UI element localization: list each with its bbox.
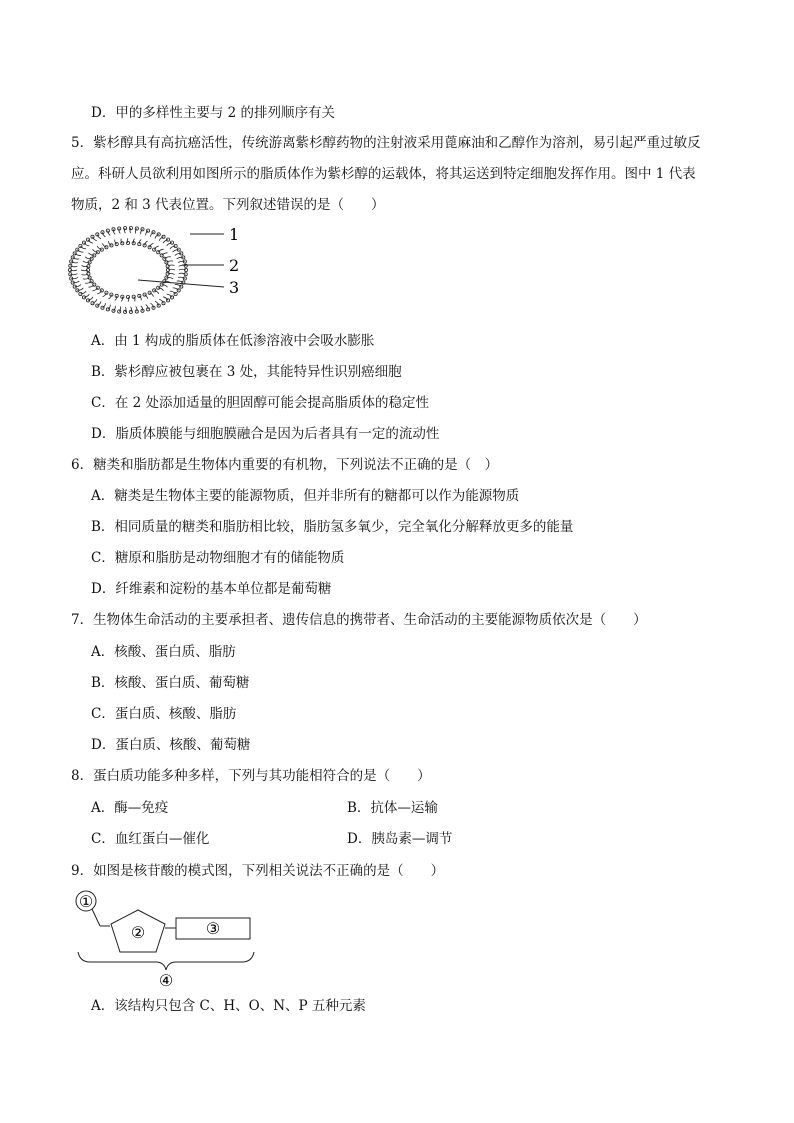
q6-option-a: A．糖类是生物体主要的能源物质，但并非所有的糖都可以作为能源物质 xyxy=(91,488,520,504)
option-d-previous: D．甲的多样性主要与 2 的排列顺序有关 xyxy=(91,105,335,121)
q6-option-c: C．糖原和脂肪是动物细胞才有的储能物质 xyxy=(91,550,345,566)
q5-option-a: A．由 1 构成的脂质体在低渗溶液中会吸水膨胀 xyxy=(91,333,375,349)
q8-option-b: B．抗体—运输 xyxy=(347,800,438,816)
fig-label-circled-3: ③ xyxy=(205,919,221,938)
liposome-figure xyxy=(64,222,244,322)
q6-option-b: B．相同质量的糖类和脂肪相比较，脂肪氢多氧少，完全氧化分解释放更多的能量 xyxy=(91,519,574,535)
fig-label-1: 1 xyxy=(229,225,240,244)
fig-label-circled-1: ① xyxy=(78,892,94,911)
q8-option-a: A．酶—免疫 xyxy=(91,800,169,816)
nucleotide-figure xyxy=(70,888,260,990)
q7-option-a: A．核酸、蛋白质、脂肪 xyxy=(91,644,236,660)
q7-option-b: B．核酸、蛋白质、葡萄糖 xyxy=(91,675,250,691)
q5-option-b: B．紫杉醇应被包裹在 3 处，其能特异性识别癌细胞 xyxy=(91,364,402,380)
q5-option-c: C．在 2 处添加适量的胆固醇可能会提高脂质体的稳定性 xyxy=(91,395,430,411)
q5-option-d: D．脂质体膜能与细胞膜融合是因为后者具有一定的流动性 xyxy=(91,426,440,442)
fig-label-3: 3 xyxy=(229,278,240,297)
q9-stem: 9．如图是核苷酸的模式图，下列相关说法不正确的是（ ） xyxy=(71,863,445,879)
fig-label-2: 2 xyxy=(229,256,240,275)
q9-option-a: A．该结构只包含 C、H、O、N、P 五种元素 xyxy=(91,998,366,1014)
q5-stem-line-2: 应。科研人员欲利用如图所示的脂质体作为紫杉醇的运载体，将其运送到特定细胞发挥作用。图中 1 代表 xyxy=(71,166,696,182)
q6-stem: 6．糖类和脂肪都是生物体内重要的有机物，下列说法不正确的是（ ） xyxy=(71,457,499,473)
q7-option-c: C．蛋白质、核酸、脂肪 xyxy=(91,706,237,722)
q5-stem-line-3: 物质，2 和 3 代表位置。下列叙述错误的是（ ） xyxy=(71,197,385,213)
q8-stem: 8．蛋白质功能多种多样，下列与其功能相符合的是（ ） xyxy=(71,768,431,784)
q8-option-c: C．血红蛋白—催化 xyxy=(91,831,210,847)
q6-option-d: D．纤维素和淀粉的基本单位都是葡萄糖 xyxy=(91,581,332,597)
q8-option-d: D．胰岛素—调节 xyxy=(347,831,453,847)
fig-label-circled-2: ② xyxy=(130,923,146,942)
q5-stem-line-1: 5．紫杉醇具有高抗癌活性，传统游离紫杉醇药物的注射液采用蓖麻油和乙醇作为溶剂，易引起严重过敏反 xyxy=(71,135,701,151)
q7-stem: 7．生物体生命活动的主要承担者、遗传信息的携带者、生命活动的主要能源物质依次是（ ） xyxy=(71,612,647,628)
nucleotide-brace xyxy=(78,952,254,970)
q7-option-d: D．蛋白质、核酸、葡萄糖 xyxy=(91,737,251,753)
fig-label-circled-4: ④ xyxy=(158,971,174,990)
